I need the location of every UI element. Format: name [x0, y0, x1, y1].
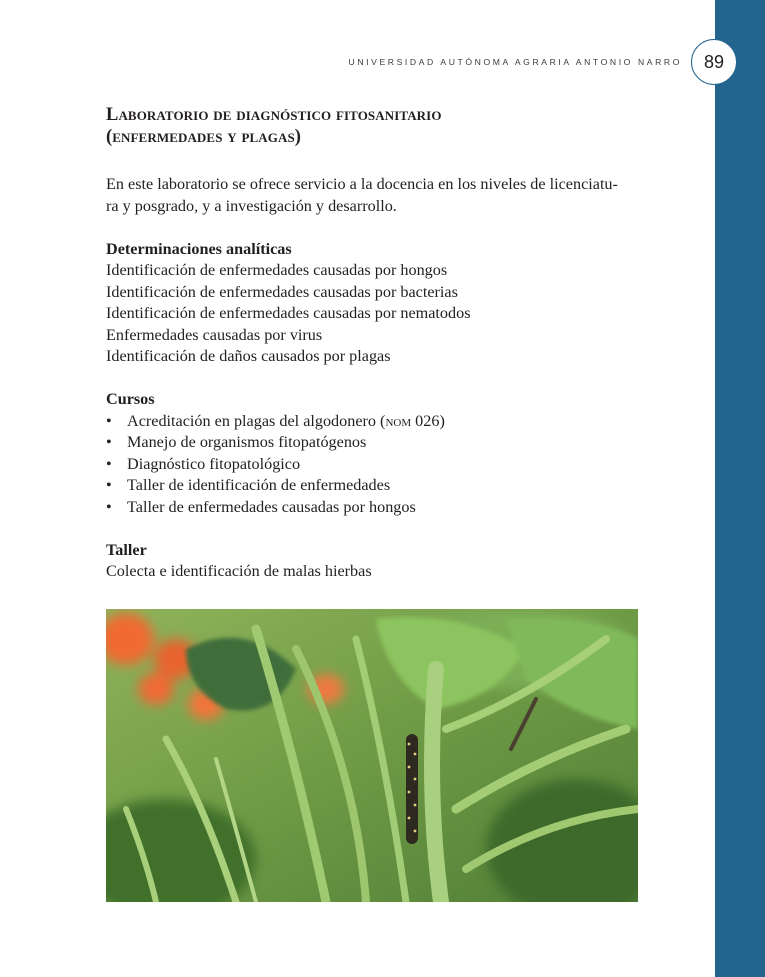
determinacion-item: Identificación de enfermedades causadas por nematodos — [106, 304, 471, 322]
determinacion-item: Identificación de daños causados por plagas — [106, 347, 391, 365]
determinacion-item: Identificación de enfermedades causadas por hongos — [106, 261, 448, 279]
curso-item — [106, 497, 646, 519]
intro-line-2: ra y posgrado, y a investigación y desarrollo. — [106, 196, 397, 215]
determinacion-item: Identificación de enfermedades causadas por bacterias — [106, 282, 458, 301]
taller-heading: Taller — [106, 540, 147, 559]
bullet-icon: • — [106, 476, 112, 494]
curso-item — [106, 432, 646, 454]
side-color-bar — [715, 0, 765, 977]
bullet-icon: • — [106, 497, 112, 516]
curso-item — [106, 475, 646, 497]
curso-text: Manejo de organismos fitopatógenos — [127, 433, 367, 451]
curso-text: Diagnóstico fitopatológico — [127, 454, 301, 473]
page-number-text: 89 — [703, 51, 725, 72]
running-header: UNIVERSIDAD AUTÓNOMA AGRARIA ANTONIO NARRO — [348, 57, 682, 67]
determinacion-item: Enfermedades causadas por virus — [106, 325, 323, 344]
bullet-icon: • — [106, 411, 112, 430]
curso-text: Acreditación en plagas del algodonero ( — [127, 411, 386, 430]
caterpillar-on-plant-photo — [106, 609, 638, 902]
cursos-list — [106, 411, 646, 519]
title-line-1: Laboratorio de diagnóstico fitosanitario — [106, 105, 442, 125]
cursos-heading: Cursos — [106, 390, 155, 408]
page-number — [691, 39, 737, 85]
curso-item — [106, 454, 646, 476]
cursos-section — [106, 389, 646, 518]
article-title — [106, 104, 646, 148]
nom-abbreviation: nom — [385, 411, 412, 430]
taller-section — [106, 540, 646, 583]
determinaciones-section — [106, 239, 646, 368]
determinaciones-heading: Determinaciones analíticas — [106, 239, 292, 258]
article-body — [106, 104, 646, 583]
bullet-icon: • — [106, 433, 112, 451]
curso-text-tail: 026) — [411, 411, 445, 430]
intro-paragraph — [106, 174, 646, 217]
curso-item — [106, 411, 646, 433]
intro-line-1: En este laboratorio se ofrece servicio a la docencia en los niveles de licenciatu- — [106, 175, 618, 193]
title-line-2: (enfermedades y plagas) — [106, 127, 302, 147]
curso-text: Taller de identificación de enfermedades — [127, 476, 391, 494]
curso-text: Taller de enfermedades causadas por hongos — [127, 497, 416, 516]
taller-item: Colecta e identificación de malas hierbas — [106, 562, 372, 580]
bullet-icon: • — [106, 454, 112, 473]
